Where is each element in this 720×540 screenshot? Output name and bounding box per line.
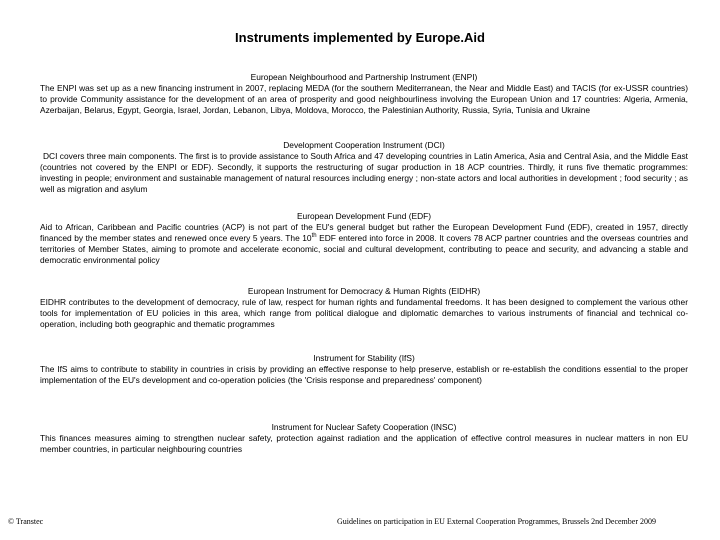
footer-citation: Guidelines on participation in EU External Cooperation Programmes, Brussels 2nd December 2009 [336, 517, 656, 526]
section-body: EIDHR contributes to the development of democracy, rule of law, respect for human rights and fundamental freedoms. It has been designed to complement the various other tools for implementation of EU policies in this area, which range from political dialogue and diplomatic demarches to various instruments of financial and technical co-operation, including both geographic and thematic programmes [40, 297, 688, 329]
footer-copyright: © Transtec [8, 517, 44, 526]
section-heading: European Neighbourhood and Partnership Instrument (ENPI) [250, 72, 478, 82]
section-insc [40, 422, 688, 455]
section-body: The IfS aims to contribute to stability in countries in crisis by providing an effective response to help preserve, establish or re-establish the conditions essential to the proper implementation of the EU's development and co-operation policies (the 'Crisis response and preparedness' component) [40, 364, 688, 385]
section-enpi [40, 72, 688, 116]
section-heading: Instrument for Nuclear Safety Cooperation (INSC) [271, 422, 457, 432]
section-heading: European Development Fund (EDF) [296, 211, 432, 221]
section-body-part: Aid to African, Caribbean and Pacific countries (ACP) is not part of the EU's general budget but rather the European Development Fund (EDF), created in 1957, directly financed by the member states and renewed once every 5 years. The 10 [40, 222, 688, 243]
section-body: DCI covers three main components. The first is to provide assistance to South Africa and 47 developing countries in Latin America, Asia and Central Asia, and the Middle East (countries not covered by the ENPI or EDF). Secondly, it supports the restructuring of sugar production in 18 ACP countries. Thirdly, it runs five thematic programmes: investing in people; environment and sustainable management of natural resources including energy ; non-state actors and local authorities in development ; food security ; as well as migration and asylum [40, 151, 688, 194]
section-dci [40, 140, 688, 195]
section-body-part: EDF entered into force in 2008. It covers 78 ACP partner countries and the overseas countries and territories of Member States, aiming to promote and accelerate economic, social and cultural development, contributing to peace and security, and advancing a stable and democratic environmental policy [40, 233, 688, 265]
section-eidhr [40, 286, 688, 330]
section-heading: Development Cooperation Instrument (DCI) [283, 140, 445, 150]
section-heading: European Instrument for Democracy & Human Rights (EIDHR) [247, 286, 481, 296]
section-edf [40, 211, 688, 266]
section-body [40, 222, 688, 266]
section-body: This finances measures aiming to strengthen nuclear safety, protection against radiation and the application of effective control measures in nuclear matters in non EU member countries, in particular neighbouring countries [40, 433, 688, 454]
section-ifs [40, 353, 688, 386]
section-body: The ENPI was set up as a new financing instrument in 2007, replacing MEDA (for the southern Mediterranean, the Near and Middle East) and TACIS (for ex-USSR countries) to provide Community assistance for the development of an area of prosperity and good neighbourliness involving the European Union and 17 countries: Algeria, Armenia, Azerbaijan, Belarus, Egypt, Georgia, Israel, Jordan, Lebanon, Libya, Moldova, Morocco, the Palestinian Authority, Russia, Syria, Tunisia and Ukraine [40, 83, 688, 115]
page-title: Instruments implemented by Europe.Aid [235, 30, 485, 45]
section-heading: Instrument for Stability (IfS) [313, 353, 415, 363]
superscript: th [311, 233, 317, 240]
